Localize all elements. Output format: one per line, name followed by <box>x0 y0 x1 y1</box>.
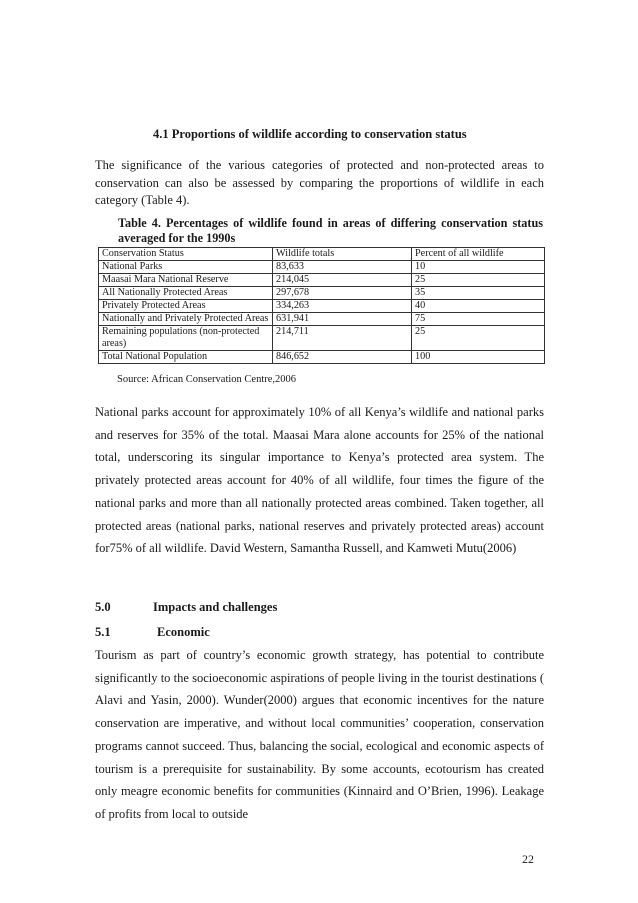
table-header-cell: Conservation Status <box>99 248 273 261</box>
table-cell: All Nationally Protected Areas <box>99 287 273 300</box>
intro-paragraph: The significance of the various categories of protected and non-protected areas to conservation can also be assessed by comparing the proportions of wildlife in each category (Table 4). <box>95 158 544 207</box>
section-title: 4.1 Proportions of wildlife according to conservation status <box>153 127 467 141</box>
table-cell: 100 <box>412 351 545 364</box>
table-cell: 214,711 <box>273 326 412 351</box>
section-5-1-title: Economic <box>157 625 210 639</box>
page-number: 22 <box>522 852 534 866</box>
table-row <box>99 261 545 274</box>
table-cell: 25 <box>412 274 545 287</box>
table-header-cell: Percent of all wildlife <box>412 248 545 261</box>
table-cell: 297,678 <box>273 287 412 300</box>
wildlife-table <box>98 247 545 364</box>
table-row <box>99 274 545 287</box>
table-cell: 40 <box>412 300 545 313</box>
table-header-cell: Wildlife totals <box>273 248 412 261</box>
table-row <box>99 326 545 351</box>
table-cell: 846,652 <box>273 351 412 364</box>
table-cell: 214,045 <box>273 274 412 287</box>
table-row <box>99 351 545 364</box>
table-cell: 334,263 <box>273 300 412 313</box>
table-row <box>99 313 545 326</box>
table-cell: Privately Protected Areas <box>99 300 273 313</box>
table-cell: 35 <box>412 287 545 300</box>
table-cell: Maasai Mara National Reserve <box>99 274 273 287</box>
table-header-row <box>99 248 545 261</box>
table-cell: 25 <box>412 326 545 351</box>
table-cell: Nationally and Privately Protected Areas <box>99 313 273 326</box>
table-cell: 10 <box>412 261 545 274</box>
table-cell: Remaining populations (non-protected areas) <box>99 326 273 351</box>
table-cell: National Parks <box>99 261 273 274</box>
table-row <box>99 300 545 313</box>
section-5-title: Impacts and challenges <box>153 600 278 614</box>
section-5-number: 5.0 <box>95 600 111 614</box>
table-cell: 631,941 <box>273 313 412 326</box>
table-cell: 83,633 <box>273 261 412 274</box>
table-row <box>99 287 545 300</box>
section-5-1-number: 5.1 <box>95 625 111 639</box>
table-cell: Total National Population <box>99 351 273 364</box>
table-caption: Table 4. Percentages of wildlife found in areas of differing conservation status averaged for the 1990s <box>118 216 543 245</box>
table-cell: 75 <box>412 313 545 326</box>
economic-paragraph: Tourism as part of country’s economic growth strategy, has potential to contribute significantly to the socioeconomic aspirations of people living in the tourist destinations ( Alavi and Yasin, 2000). Wunder(2000) argues that economic incentives for the nature conservation are imperative, and without local communities’ cooperation, conservation programs cannot succeed. Thus, balancing the social, ecological and economic aspects of tourism is a prerequisite for sustainability. By some accounts, ecotourism has created only meagre economic benefits for communities (Kinnaird and O’Brien, 1996). Leakage of profits from local to outside <box>95 648 544 821</box>
analysis-paragraph: National parks account for approximately 10% of all Kenya’s wildlife and national parks and reserves for 35% of the total. Maasai Mara alone accounts for 25% of the national total, underscoring its singular importance to Kenya’s protected area system. The privately protected areas account for 40% of all wildlife, four times the figure of the national parks and more than all nationally protected areas combined. Taken together, all protected areas (national parks, national reserves and privately protected areas) account for75% of all wildlife. David Western, Samantha Russell, and Kamweti Mutu(2006) <box>95 405 544 556</box>
table-source: Source: African Conservation Centre,2006 <box>117 374 297 385</box>
